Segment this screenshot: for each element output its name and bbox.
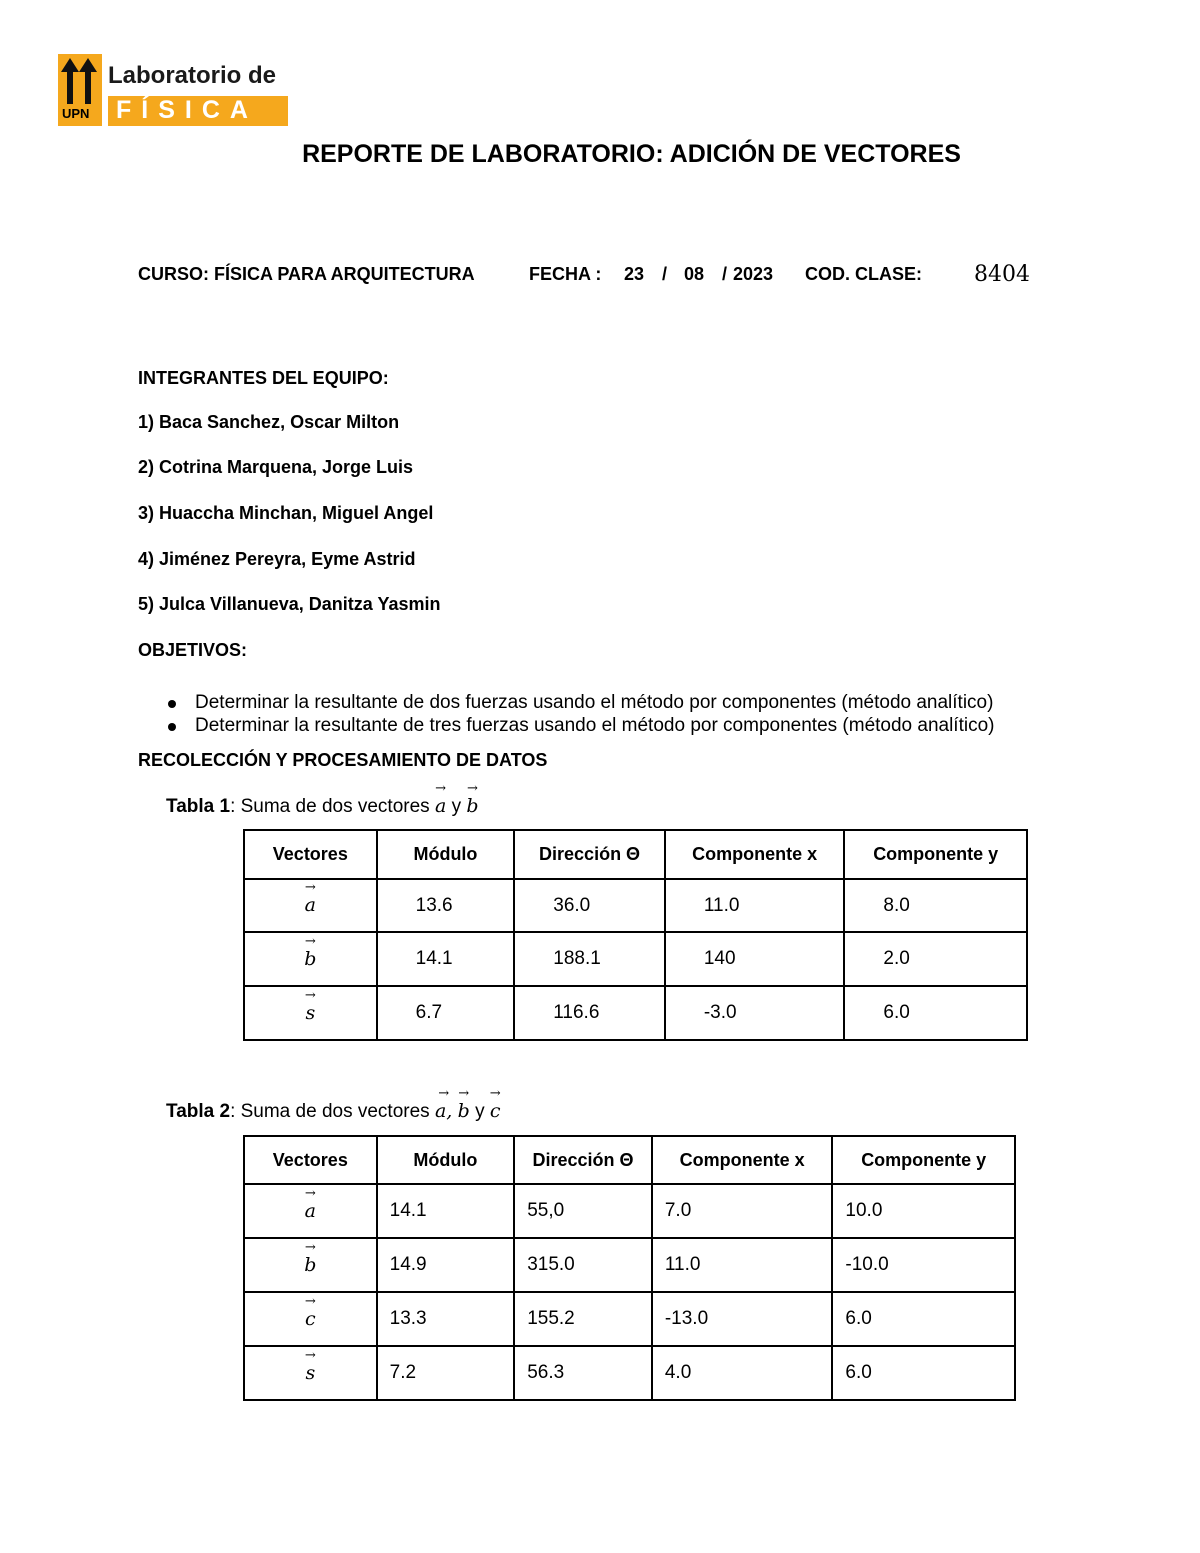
table-row	[244, 932, 1027, 986]
table-cell: 36.0	[514, 879, 665, 932]
table1-label: Tabla 1	[166, 796, 231, 817]
table-cell: 188.1	[514, 932, 665, 986]
column-header: Componente y	[832, 1136, 1015, 1184]
course-label: CURSO: FÍSICA PARA ARQUITECTURA	[138, 264, 475, 284]
objective-text: Determinar la resultante de dos fuerzas usando el método por componentes (método analítico)	[195, 692, 994, 713]
table-cell: 13.6	[377, 879, 515, 932]
column-header: Vectores	[244, 830, 377, 879]
vector-cell	[244, 932, 377, 986]
table1-caption-text: : Suma de dos vectores	[230, 796, 430, 817]
vector-symbol: → a	[435, 795, 446, 817]
table1-caption	[166, 795, 479, 818]
vector-cell	[244, 986, 377, 1040]
vector-cell	[244, 1184, 377, 1238]
date-sep-2: /	[722, 264, 728, 284]
vector-symbol: → a	[305, 894, 316, 916]
vector-symbol: → s	[305, 1002, 315, 1024]
vector-cell	[244, 1346, 377, 1400]
upn-arrows-icon	[58, 54, 102, 106]
table-row	[244, 1292, 1015, 1346]
table-cell: 315.0	[514, 1238, 652, 1292]
table-cell: 10.0	[832, 1184, 1015, 1238]
table-cell: 7.2	[377, 1346, 515, 1400]
vector-symbol: → b	[458, 1100, 470, 1122]
team-member: 5) Julca Villanueva, Danitza Yasmin	[138, 594, 441, 614]
date-sep-1: /	[662, 264, 668, 284]
table-cell: 155.2	[514, 1292, 652, 1346]
vector-cell	[244, 1292, 377, 1346]
table-row	[244, 986, 1027, 1040]
table-cell: -3.0	[665, 986, 845, 1040]
table-cell: -10.0	[832, 1238, 1015, 1292]
table-cell: 140	[665, 932, 845, 986]
class-code-value: 8404	[974, 262, 1030, 287]
date-day: 23	[624, 264, 645, 284]
table-cell: 6.7	[377, 986, 515, 1040]
logo-upn-text: UPN	[62, 106, 90, 121]
table2-caption-text: : Suma de dos vectores	[230, 1101, 430, 1122]
table-cell: 2.0	[844, 932, 1027, 986]
vector-symbol: → a,	[435, 1100, 452, 1122]
column-header: Módulo	[377, 1136, 515, 1184]
table-cell: 7.0	[652, 1184, 833, 1238]
table-cell: 55,0	[514, 1184, 652, 1238]
logo-line2: FÍSICA	[116, 96, 258, 124]
date-label: FECHA :	[529, 264, 602, 284]
team-member: 4) Jiménez Pereyra, Eyme Astrid	[138, 549, 416, 569]
column-header: Dirección Θ	[514, 1136, 652, 1184]
logo-line1: Laboratorio de	[108, 62, 277, 89]
table-row	[244, 879, 1027, 932]
table-cell: 56.3	[514, 1346, 652, 1400]
upn-logo-mark	[58, 54, 102, 126]
team-member: 2) Cotrina Marquena, Jorge Luis	[138, 457, 414, 477]
table1	[243, 829, 1028, 1041]
table-cell: 11.0	[652, 1238, 833, 1292]
column-header: Módulo	[377, 830, 515, 879]
conjunction: y	[451, 796, 462, 817]
objectives-heading: OBJETIVOS:	[138, 640, 248, 660]
vector-symbol: → b	[304, 1254, 316, 1276]
column-header: Componente y	[844, 830, 1027, 879]
table-row	[244, 1238, 1015, 1292]
table-header-row	[244, 1136, 1015, 1184]
class-code-label: COD. CLASE:	[805, 264, 922, 284]
table-cell: 14.1	[377, 932, 515, 986]
table-cell: 11.0	[665, 879, 845, 932]
table2-caption	[166, 1100, 501, 1123]
table2	[243, 1135, 1016, 1401]
vector-symbol: → a	[305, 1200, 316, 1222]
column-header: Dirección Θ	[514, 830, 665, 879]
vector-symbol: → b	[466, 795, 478, 817]
vector-cell	[244, 879, 377, 932]
table-cell: 13.3	[377, 1292, 515, 1346]
table-cell: 116.6	[514, 986, 665, 1040]
team-member: 3) Huaccha Minchan, Miguel Angel	[138, 503, 434, 523]
vector-symbol: → b	[304, 948, 316, 970]
objective-item	[168, 692, 993, 714]
data-section-heading: RECOLECCIÓN Y PROCESAMIENTO DE DATOS	[138, 750, 548, 770]
table-header-row	[244, 830, 1027, 879]
table-cell: 14.1	[377, 1184, 515, 1238]
table-cell: 8.0	[844, 879, 1027, 932]
table-cell: 4.0	[652, 1346, 833, 1400]
vector-cell	[244, 1238, 377, 1292]
date-month: 08	[684, 264, 705, 284]
column-header: Componente x	[665, 830, 845, 879]
page-title: REPORTE DE LABORATORIO: ADICIÓN DE VECTORES	[302, 140, 961, 168]
objective-item	[168, 715, 994, 737]
team-heading: INTEGRANTES DEL EQUIPO:	[138, 368, 389, 388]
team-member: 1) Baca Sanchez, Oscar Milton	[138, 412, 400, 432]
vector-symbol: → s	[305, 1362, 315, 1384]
table-row	[244, 1184, 1015, 1238]
column-header: Componente x	[652, 1136, 833, 1184]
date-year: 2023	[733, 264, 774, 284]
table-row	[244, 1346, 1015, 1400]
column-header: Vectores	[244, 1136, 377, 1184]
table-cell: 14.9	[377, 1238, 515, 1292]
objective-text: Determinar la resultante de tres fuerzas usando el método por componentes (método analítico)	[195, 715, 995, 736]
table-cell: -13.0	[652, 1292, 833, 1346]
vector-symbol: → c	[490, 1100, 501, 1122]
table-cell: 6.0	[832, 1292, 1015, 1346]
table-cell: 6.0	[844, 986, 1027, 1040]
vector-symbol: → c	[305, 1308, 316, 1330]
table2-label: Tabla 2	[166, 1101, 231, 1122]
conjunction: y	[475, 1101, 485, 1122]
lab-logo	[58, 54, 292, 126]
table-cell: 6.0	[832, 1346, 1015, 1400]
